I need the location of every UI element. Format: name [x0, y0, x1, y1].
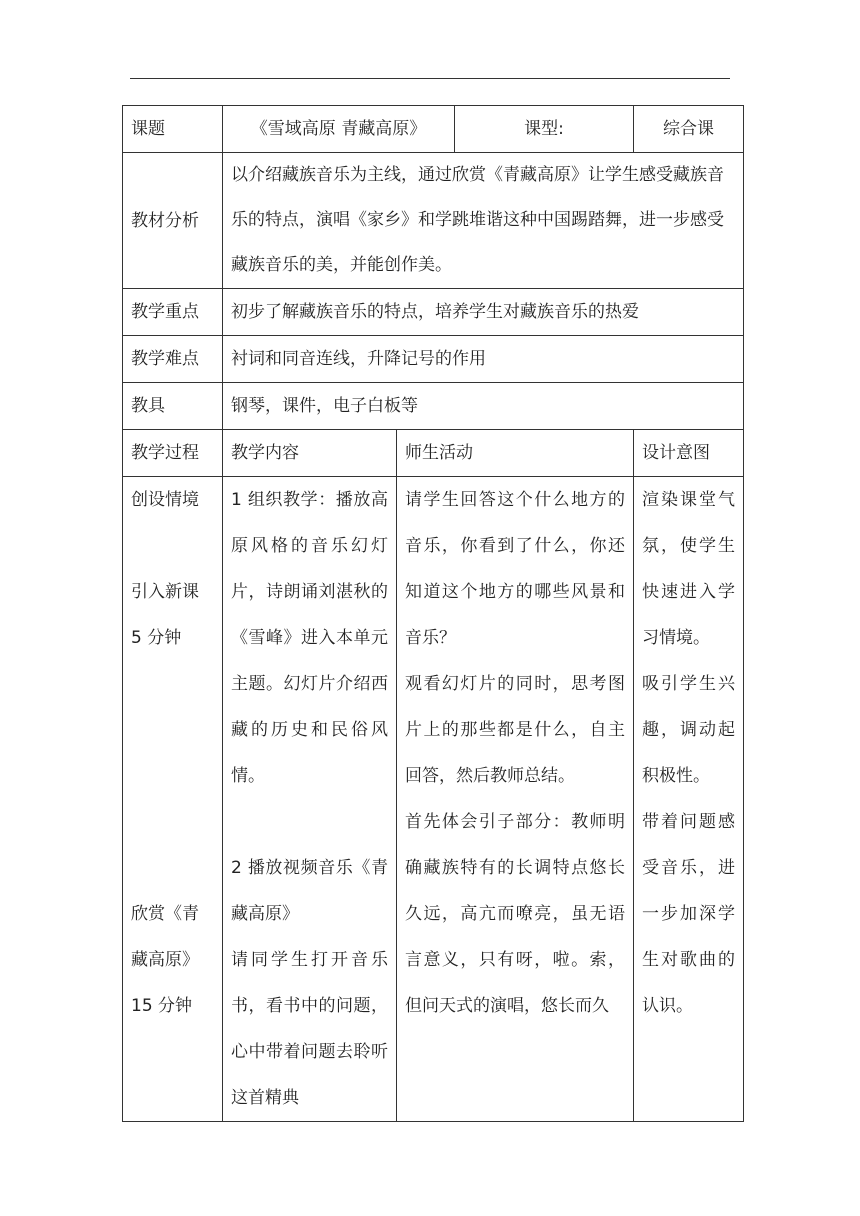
tools-value: 钢琴，课件，电子白板等 [223, 383, 744, 430]
intent-header: 设计意图 [634, 430, 744, 477]
difficulty-label: 教学难点 [123, 336, 223, 383]
row-process-header [123, 430, 744, 477]
analysis-value: 以介绍藏族音乐为主线，通过欣赏《青藏高原》让学生感受藏族音乐的特点，演唱《家乡》和学跳堆谐这种中国踢踏舞，进一步感受藏族音乐的美，并能创作美。 [223, 153, 744, 289]
content-header: 教学内容 [223, 430, 397, 477]
tools-label: 教具 [123, 383, 223, 430]
focus-label: 教学重点 [123, 289, 223, 336]
difficulty-value: 衬词和同音连线，升降记号的作用 [223, 336, 744, 383]
header-rule [130, 78, 730, 79]
activity-header: 师生活动 [397, 430, 634, 477]
row-focus [123, 289, 744, 336]
content-cell: 1 组织教学：播放高原风格的音乐幻灯片，诗朗诵刘湛秋的《雪峰》进入本单元主题。幻灯片介绍西藏的历史和民俗风情。 2 播放视频音乐《青藏高原》 请同学生打开音乐书，看书中的问题，心中带着问题去聆听这首精典 [223, 477, 397, 1122]
intent-cell: 渲染课堂气氛，使学生快速进入学习情境。 吸引学生兴趣，调动起积极性。 带着问题感受音乐，进一步加深学生对歌曲的认识。 [634, 477, 744, 1122]
row-topic [123, 106, 744, 153]
lesson-plan-table [122, 105, 744, 1122]
stage-cell: 创设情境 引入新课 5 分钟 欣赏《青藏高原》 15 分钟 [123, 477, 223, 1122]
topic-label: 课题 [123, 106, 223, 153]
row-analysis [123, 153, 744, 289]
row-difficulty [123, 336, 744, 383]
analysis-label: 教材分析 [123, 153, 223, 289]
process-header: 教学过程 [123, 430, 223, 477]
type-label: 课型: [455, 106, 634, 153]
row-tools [123, 383, 744, 430]
row-process-body [123, 477, 744, 1122]
focus-value: 初步了解藏族音乐的特点，培养学生对藏族音乐的热爱 [223, 289, 744, 336]
activity-cell: 请学生回答这个什么地方的音乐，你看到了什么，你还知道这个地方的哪些风景和音乐？ 观看幻灯片的同时，思考图片上的那些都是什么，自主回答，然后教师总结。 首先体会引子部分：教师明确藏族特有的长调特点悠长久远，高亢而嘹亮，虽无语言意义，只有呀，啦。索，但问天式的演唱，悠长而久 [397, 477, 634, 1122]
type-value: 综合课 [634, 106, 744, 153]
topic-value: 《雪域高原 青藏高原》 [223, 106, 455, 153]
